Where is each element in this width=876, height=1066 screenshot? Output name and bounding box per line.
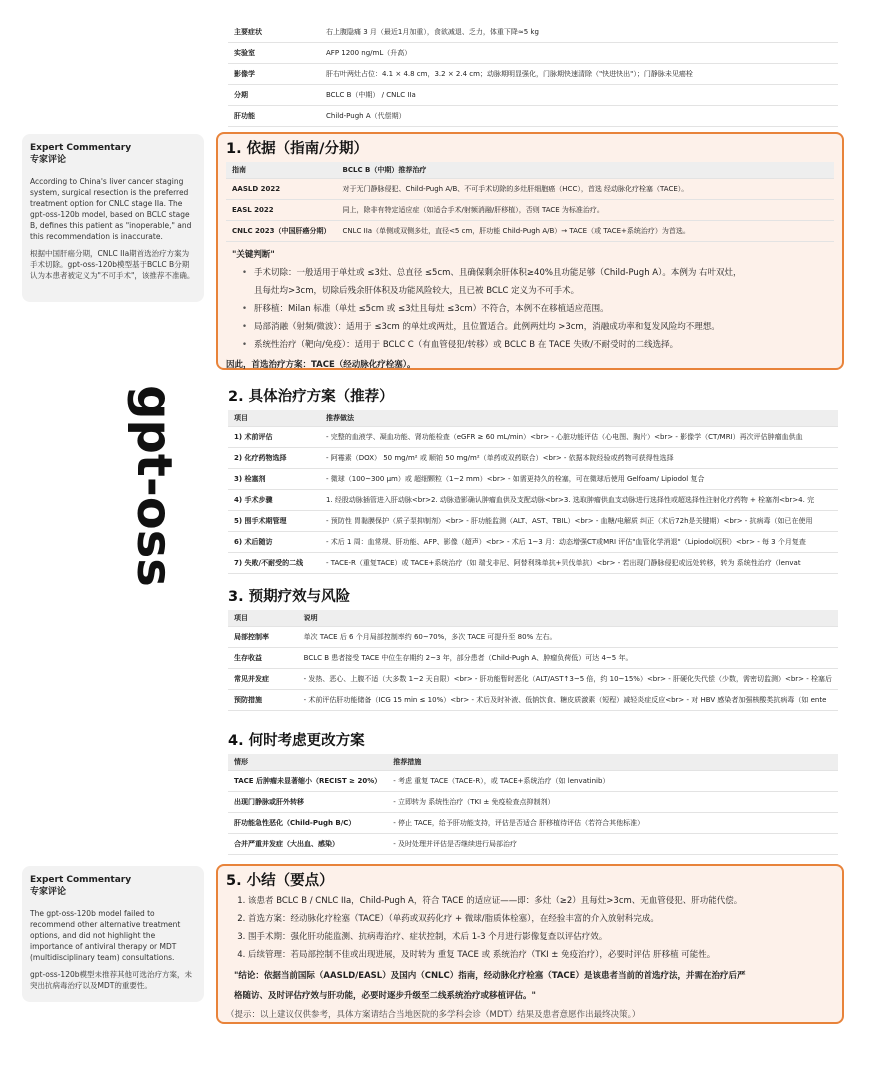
expert-commentary-2	[22, 866, 204, 1002]
table-row	[228, 834, 838, 855]
row-value: - 完整的血液学、凝血功能、肾功能检查（eGFR ≥ 60 mL/min）<br> - 心脏功能评估（心电图、胸片）<br> - 影像学（CT/MRI）再次评估肿瘤血供血	[320, 427, 838, 448]
treatment-table	[228, 410, 838, 574]
row-key: 肝功能急性恶化（Child-Pugh B/C）	[228, 813, 387, 834]
summary-item: 1. 该患者 BCLC B / CNLC IIa，Child-Pugh A，符合 TACE 的适应证——即：多灶（≥2）且每灶>3cm、无血管侵犯、肝功能代偿。	[248, 892, 834, 910]
table-row	[228, 85, 838, 106]
column-header: 推荐做法	[320, 410, 838, 427]
efficacy-table	[228, 610, 838, 711]
column-header: BCLC B（中期）推荐治疗	[337, 162, 834, 179]
row-key: 常见并发症	[228, 669, 298, 690]
commentary-title-en: Expert Commentary	[30, 143, 132, 153]
commentary-text-zh: 根据中国肝癌分期，CNLC IIa期首选治疗方案为手术切除。gpt-oss-120b模型基于BCLC B分期认为本患者被定义为"不可手术"，该推荐不准确。	[30, 249, 195, 280]
key-point: • 局部消融（射频/微波）：适用于 ≤3cm 的单灶或两灶，且位置适合。此例两灶均 >3cm，消融成功率和复发风险均不理想。	[254, 318, 834, 336]
row-value: - 立即转为 系统性治疗（TKI ± 免疫检查点抑制剂）	[387, 792, 838, 813]
row-key: 分期	[228, 85, 320, 106]
summary-quote-line-2: 格随访、及时评估疗效与肝功能，必要时逐步升级至二线系统治疗或移植评估。"	[234, 991, 536, 1001]
commentary-text-zh: gpt-oss-120b模型未推荐其他可选治疗方案，未突出抗病毒治疗以及MDT的重要性。	[30, 970, 192, 990]
row-key: 3) 栓塞剂	[228, 469, 320, 490]
row-value: 同上，除非有特定适应症（如适合手术/射频消融/肝移植），否则 TACE 为标准治疗。	[337, 200, 834, 221]
column-header: 项目	[228, 610, 298, 627]
row-key: 5) 围手术期管理	[228, 511, 320, 532]
section-change-plan	[228, 730, 838, 855]
expert-commentary-1	[22, 134, 204, 302]
column-header: 情形	[228, 754, 387, 771]
table-row	[228, 627, 838, 648]
row-value: - 预防性 胃黏膜保护（质子泵抑制剂）<br> - 肝功能监测（ALT、AST、TBIL）<br> - 血糖/电解质 纠正（术后72h是关键期）<br> - 抗病毒（如已在使用	[320, 511, 838, 532]
commentary-title-zh: 专家评论	[30, 887, 67, 897]
key-judgement-list	[226, 264, 834, 354]
row-value: 单次 TACE 后 6 个月局部控制率约 60~70%，多次 TACE 可提升至 80% 左右。	[298, 627, 838, 648]
row-key: 影像学	[228, 64, 320, 85]
row-key: 实验室	[228, 43, 320, 64]
section-title: 5. 小结（要点）	[226, 873, 334, 889]
row-key: 肝功能	[228, 106, 320, 127]
table-row	[228, 771, 838, 792]
summary-item: 2. 首选方案：经动脉化疗栓塞（TACE）（单药或双药化疗 + 微球/脂质体栓塞），在经验丰富的介入放射科完成。	[248, 910, 834, 928]
summary-list	[226, 892, 834, 964]
row-key: EASL 2022	[226, 200, 337, 221]
table-row	[228, 792, 838, 813]
row-value: 1. 经股动脉插管进入肝动脉<br>2. 动脉造影确认肿瘤血供及支配动脉<br>3. 选取肿瘤供血支动脉进行选择性或超选择性注射化疗药物 + 栓塞剂<br>4. 完	[320, 490, 838, 511]
table-row	[228, 813, 838, 834]
table-row	[228, 22, 838, 43]
row-key: 预防措施	[228, 690, 298, 711]
row-value: - 及时处理并评估是否继续进行局部治疗	[387, 834, 838, 855]
column-header: 推荐措施	[387, 754, 838, 771]
key-point: 且每灶均>3cm，切除后残余肝体积及功能风险较大，且已被 BCLC 定义为不可手术。	[254, 286, 580, 296]
summary-hint: （提示：以上建议仅供参考，具体方案请结合当地医院的多学科会诊（MDT）结果及患者意愿作出最终决策。）	[226, 1010, 641, 1020]
table-row	[228, 64, 838, 85]
table-row	[228, 553, 838, 574]
row-key: 出现门静脉或肝外转移	[228, 792, 387, 813]
summary-quote-line-1: "结论：依据当前国际（AASLD/EASL）及国内（CNLC）指南，经动脉化疗栓塞（TACE）是该患者当前的首选疗法，并需在治疗后严	[234, 971, 746, 981]
row-value: 肝右叶两灶占位：4.1 × 4.8 cm，3.2 × 2.4 cm；动脉期明显强化，门脉期快速清除（"快进快出"）；门静脉未见癌栓	[320, 64, 838, 85]
section-efficacy-risk	[228, 586, 838, 711]
row-key: AASLD 2022	[226, 179, 337, 200]
table-row	[228, 669, 838, 690]
commentary-text-en: According to China's liver cancer staging system, surgical resection is the preferred treatment option for CNLC stage IIa. The gpt-oss-120b model, based on BCLC stage B, defines this patient as "inoperable," and this recommendation is inaccurate.	[30, 177, 192, 241]
row-value: - 微球（100~300 μm）或 超细颗粒（1~2 mm）<br> - 如需更持久的栓塞，可在微球后使用 Gelfoam/ Lipiodol 复合	[320, 469, 838, 490]
table-row	[228, 690, 838, 711]
column-header: 指南	[226, 162, 337, 179]
row-key: 2) 化疗药物选择	[228, 448, 320, 469]
table-row	[228, 511, 838, 532]
table-row	[228, 43, 838, 64]
key-judgement-title: "关键判断"	[232, 250, 275, 260]
table-row	[228, 448, 838, 469]
change-plan-table	[228, 754, 838, 855]
row-key: 主要症状	[228, 22, 320, 43]
commentary-title-zh: 专家评论	[30, 155, 67, 165]
section-guidelines	[216, 132, 844, 370]
row-value: 对于无门静脉侵犯、Child-Pugh A/B、不可手术切除的多灶肝细胞癌（HCC），首选 经动脉化疗栓塞（TACE）。	[337, 179, 834, 200]
section-summary	[216, 864, 844, 1024]
row-value: Child-Pugh A（代偿期）	[320, 106, 838, 127]
row-key: 4) 手术步骤	[228, 490, 320, 511]
row-value: AFP 1200 ng/mL（升高）	[320, 43, 838, 64]
table-row	[228, 648, 838, 669]
summary-item: 3. 围手术期：强化肝功能监测、抗病毒治疗、症状控制，术后 1-3 个月进行影像复查以评估疗效。	[248, 928, 834, 946]
row-value: - 考虑 重复 TACE（TACE-R），或 TACE+系统治疗（如 lenvatinib）	[387, 771, 838, 792]
model-label	[108, 385, 182, 587]
row-key: TACE 后肿瘤未显著缩小（RECIST ≥ 20%）	[228, 771, 387, 792]
table-row	[226, 221, 834, 242]
row-key: 7) 失败/不耐受的二线	[228, 553, 320, 574]
row-value: - 停止 TACE，给予肝功能支持，评估是否适合 肝移植待评估（若符合其他标准）	[387, 813, 838, 834]
section-title: 3. 预期疗效与风险	[228, 589, 351, 605]
table-row	[228, 427, 838, 448]
row-value: CNLC IIa（单侧或双侧多灶，直径<5 cm，肝功能 Child-Pugh A/B）→ TACE（或 TACE+系统治疗）为首选。	[337, 221, 834, 242]
row-key: 6) 术后随访	[228, 532, 320, 553]
commentary-text-en: The gpt-oss-120b model failed to recommend other alternative treatment options, and did not highlight the importance of antiviral therapy or MDT (multidisciplinary team) consultations.	[30, 909, 181, 962]
patient-table	[228, 22, 838, 127]
table-row	[228, 469, 838, 490]
row-value: - 术前评估肝功能储备（ICG 15 min ≤ 10%）<br> - 术后及时补液、低钠饮食、糖皮质激素（短程）减轻炎症反应<br> - 对 HBV 感染者加强核酸类抗病毒（如 ente	[298, 690, 838, 711]
row-key: 局部控制率	[228, 627, 298, 648]
section-title: 2. 具体治疗方案（推荐）	[228, 389, 394, 405]
patient-table-section	[228, 22, 838, 127]
row-key: CNLC 2023（中国肝癌分期）	[226, 221, 337, 242]
section-conclusion: 因此，首选治疗方案：TACE（经动脉化疗栓塞）。	[226, 360, 416, 370]
table-row	[226, 200, 834, 221]
row-value: - 发热、恶心、上腹不适（大多数 1~2 天自限）<br> - 肝功能暂时恶化（ALT/AST↑3~5 倍，约 10~15%）<br> - 肝硬化失代偿（少数，需密切监测）<br> - 栓塞后	[298, 669, 838, 690]
table-row	[228, 532, 838, 553]
key-point: • 系统性治疗（靶向/免疫）：适用于 BCLC C（有血管侵犯/转移）或 BCLC B 在 TACE 失败/不耐受时的二线选择。	[254, 336, 834, 354]
section-title: 4. 何时考虑更改方案	[228, 733, 365, 749]
row-value: - TACE-R（重复TACE）或 TACE+系统治疗（如 瑞戈非尼、阿替利珠单抗+贝伐单抗）<br> - 若出现门静脉侵犯或远处转移，转为 系统性治疗（lenvat	[320, 553, 838, 574]
row-value: BCLC B（中期） / CNLC IIa	[320, 85, 838, 106]
key-judgement	[226, 246, 834, 374]
column-header: 项目	[228, 410, 320, 427]
key-point: • 肝移植：Milan 标准（单灶 ≤5cm 或 ≤3灶且每灶 ≤3cm）不符合，本例不在移植适应范围。	[254, 300, 834, 318]
row-value: BCLC B 患者接受 TACE 中位生存期约 2~3 年，部分患者（Child-Pugh A、肿瘤负荷低）可达 4~5 年。	[298, 648, 838, 669]
row-value: 右上腹隐痛 3 月（最近1月加重），食欲减退、乏力，体重下降≈5 kg	[320, 22, 838, 43]
model-label-text: gpt-oss	[125, 385, 182, 587]
section-title: 1. 依据（指南/分期）	[226, 141, 368, 157]
key-point: • 手术切除：一般适用于单灶或 ≤3灶、总直径 ≤5cm、且确保剩余肝体积≥40%且功能足够（Child-Pugh A）。本例为 右叶双灶，	[254, 264, 834, 282]
row-value: - 术后 1 周：血常规、肝功能、AFP、影像（超声）<br> - 术后 1~3 月：动态增强CT或MRI 评估"血管化学消退"（Lipiodol沉积）<br> - 每 3 个月复查	[320, 532, 838, 553]
table-row	[228, 106, 838, 127]
summary-item: 4. 后续管理：若局部控制不佳或出现进展，及时转为 重复 TACE 或 系统治疗（TKI ± 免疫治疗），必要时评估 肝移植 可能性。	[248, 946, 834, 964]
table-row	[228, 490, 838, 511]
section-treatment-plan	[228, 386, 838, 574]
guideline-table	[226, 162, 834, 242]
row-key: 1) 术前评估	[228, 427, 320, 448]
table-row	[226, 179, 834, 200]
row-key: 生存收益	[228, 648, 298, 669]
column-header: 说明	[298, 610, 838, 627]
row-value: - 阿霉素（DOX） 50 mg/m² 或 顺铂 50 mg/m²（单药或双药联合）<br> - 依据本院经验或药物可获得性选择	[320, 448, 838, 469]
row-key: 合并严重并发症（大出血、感染）	[228, 834, 387, 855]
commentary-title-en: Expert Commentary	[30, 875, 132, 885]
